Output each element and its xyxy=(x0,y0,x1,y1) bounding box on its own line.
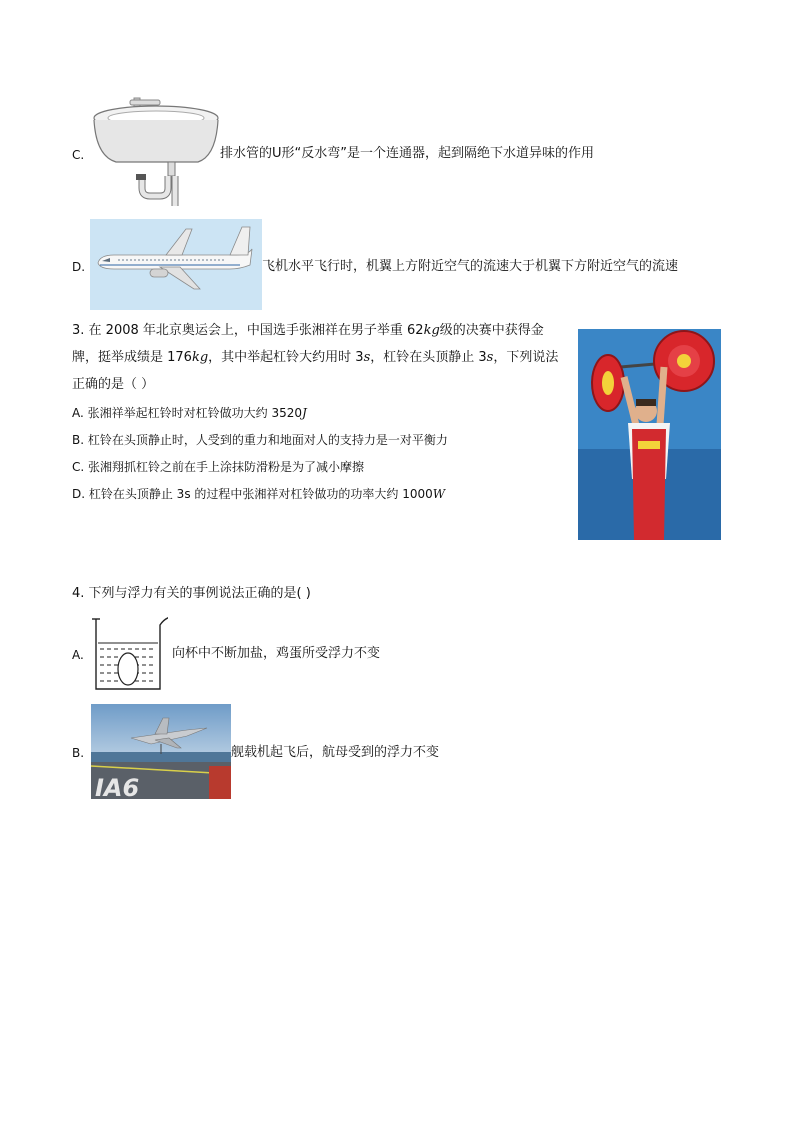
sink-icon xyxy=(90,96,220,208)
option-d-label: D. xyxy=(72,260,86,274)
q3-option-a: A. 张湘祥举起杠铃时对杠铃做功大约 3520J xyxy=(72,406,307,420)
q4-option-b-text: 舰载机起飞后，航母受到的浮力不变 xyxy=(231,745,440,760)
q3-line3: 正确的是（ ） xyxy=(72,377,155,392)
beaker-egg-icon xyxy=(90,613,168,693)
q4-option-a-text: 向杯中不断加盐，鸡蛋所受浮力不变 xyxy=(172,646,381,661)
weightlifter-photo xyxy=(578,329,721,540)
airplane-icon xyxy=(90,219,262,310)
q3-line2: 牌，挺举成绩是 176kg，其中举起杠铃大约用时 3s，杠铃在头顶静止 3s，下列说法 xyxy=(72,350,559,365)
carrier-jet-photo xyxy=(91,704,231,799)
q4-option-a-label: A. xyxy=(72,648,84,662)
q3-option-c: C. 张湘翔抓杠铃之前在手上涂抹防滑粉是为了减小摩擦 xyxy=(72,460,365,474)
q3-option-d: D. 杠铃在头顶静止 3s 的过程中张湘祥对杠铃做功的功率大约 1000W xyxy=(72,487,446,501)
q4-option-b-label: B. xyxy=(72,746,85,760)
deck-number-text: IA6 xyxy=(95,774,140,799)
option-c-text: 排水管的U形“反水弯”是一个连通器，起到隔绝下水道异味的作用 xyxy=(220,146,594,161)
option-d-text: 飞机水平飞行时，机翼上方附近空气的流速大于机翼下方附近空气的流速 xyxy=(262,259,679,274)
q4-stem: 4. 下列与浮力有关的事例说法正确的是( ) xyxy=(72,586,311,601)
q3-option-b: B. 杠铃在头顶静止时，人受到的重力和地面对人的支持力是一对平衡力 xyxy=(72,433,448,447)
q3-line1: 3. 在 2008 年北京奥运会上，中国选手张湘祥在男子举重 62kg级的决赛中获得金 xyxy=(72,323,544,338)
option-c-label: C. xyxy=(72,148,85,162)
